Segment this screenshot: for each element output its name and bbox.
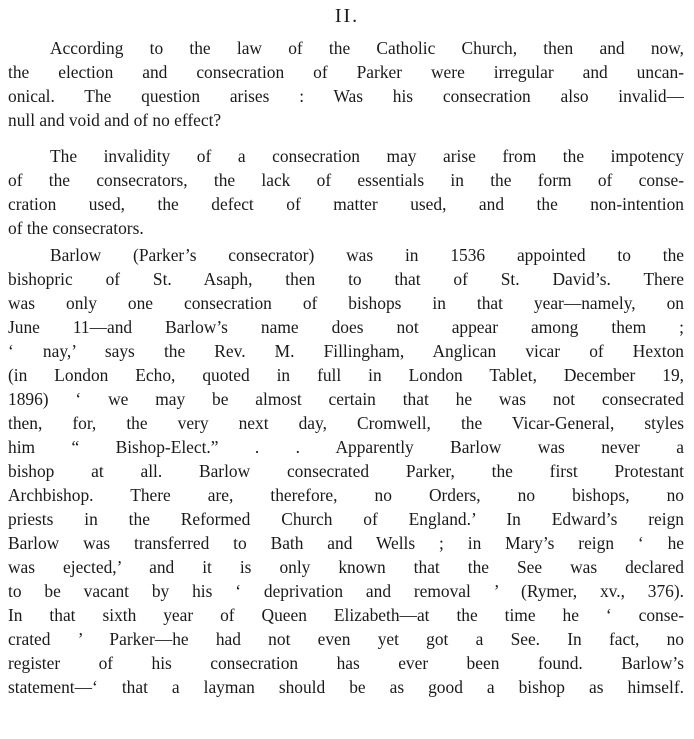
text-line: Barlow was transferred to Bath and Wells ; in Mary’s reign ‘ he [8, 533, 684, 553]
text-line: of the consecrators, the lack of essentials in the form of conse- [8, 170, 684, 190]
text-line: 1896) ‘ we may be almost certain that he was not consecrated [8, 389, 684, 409]
text-line: The invalidity of a consecration may arise from the impotency [50, 146, 684, 166]
text-line: him “ Bishop-Elect.” . . Apparently Barlow was never a [8, 437, 684, 457]
text-line: null and void and of no effect? [8, 110, 222, 130]
text-line: the election and consecration of Parker were irregular and uncan- [8, 62, 684, 82]
text-line: bishopric of St. Asaph, then to that of St. David’s. There [8, 269, 684, 289]
text-line: was ejected,’ and it is only known that the See was declared [8, 557, 684, 577]
text-line: statement—‘ that a layman should be as good a bishop as himself. [8, 677, 684, 697]
text-line: cration used, the defect of matter used, and the non-intention [8, 194, 684, 214]
text-line: According to the law of the Catholic Church, then and now, [50, 38, 684, 58]
text-line: Archbishop. There are, therefore, no Orders, no bishops, no [8, 485, 684, 505]
text-line: of the consecrators. [8, 218, 144, 238]
text-line: Barlow (Parker’s consecrator) was in 1536 appointed to the [50, 245, 684, 265]
text-line: (in London Echo, quoted in full in London Tablet, December 19, [8, 365, 684, 385]
text-line: was only one consecration of bishops in that year—namely, on [8, 293, 684, 313]
text-line: bishop at all. Barlow consecrated Parker, the first Protestant [8, 461, 684, 481]
text-line: June 11—and Barlow’s name does not appear among them ; [8, 317, 684, 337]
text-line: ‘ nay,’ says the Rev. M. Fillingham, Anglican vicar of Hexton [8, 341, 684, 361]
text-line: to be vacant by his ‘ deprivation and removal ’ (Rymer, xv., 376). [8, 581, 684, 601]
text-line: priests in the Reformed Church of England.’ In Edward’s reign [8, 509, 684, 529]
text-line: In that sixth year of Queen Elizabeth—at the time he ‘ conse- [8, 605, 684, 625]
text-line: onical. The question arises : Was his consecration also invalid— [8, 86, 684, 106]
section-heading: II. [334, 5, 360, 27]
text-line: crated ’ Parker—he had not even yet got a See. In fact, no [8, 629, 684, 649]
text-line: then, for, the very next day, Cromwell, the Vicar-General, styles [8, 413, 684, 433]
text-line: register of his consecration has ever been found. Barlow’s [8, 653, 684, 673]
